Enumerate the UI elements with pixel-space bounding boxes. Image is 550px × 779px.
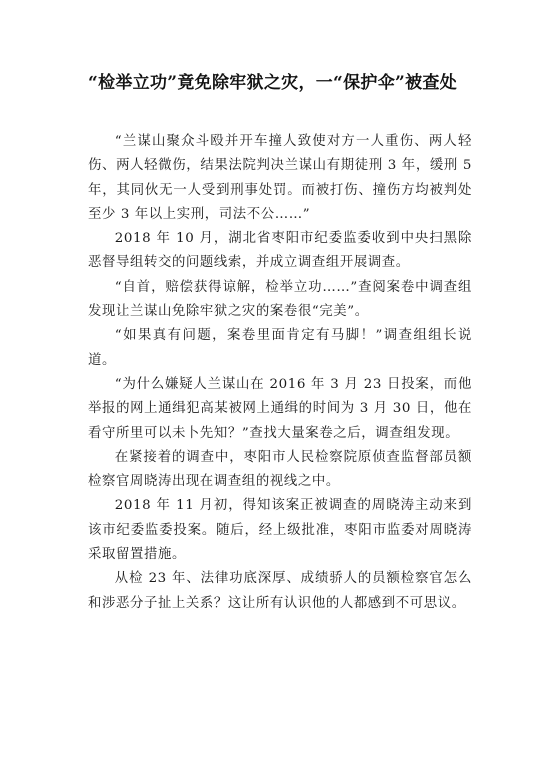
paragraph: 从检 23 年、法律功底深厚、成绩骄人的员额检察官怎么和涉恶分子扯上关系？这让所有认识他的人都感到不可思议。: [88, 571, 472, 611]
paragraph: “为什么嫌疑人兰谋山在 2016 年 3 月 23 日投案，而他举报的网上通缉犯高某被网上通缉的时间为 3 月 30 日，他在看守所里可以未卜先知？”查找大量案卷之后，调查组发现。: [88, 376, 472, 441]
paragraph: “自首，赔偿获得谅解，检举立功……”查阅案卷中调查组发现让兰谋山免除牢狱之灾的案卷很“完美”。: [88, 279, 472, 320]
article-body: [88, 130, 472, 616]
paragraph: 2018 年 10 月，湖北省枣阳市纪委监委收到中央扫黑除恶督导组转交的问题线索，并成立调查组开展调查。: [88, 231, 472, 271]
paragraph: “兰谋山聚众斗殴并开车撞人致使对方一人重伤、两人轻伤、两人轻微伤，结果法院判决兰谋山有期徒刑 3 年，缓刑 5 年，其同伙无一人受到刑事处罚。而被打伤、撞伤方均被判处至少 3 年以上实刑，司法不公……”: [88, 134, 472, 222]
paragraph: 在紧接着的调查中，枣阳市人民检察院原侦查监督部员额检察官周晓涛出现在调查组的视线之中。: [88, 449, 472, 490]
article-title: “检举立功”竟免除牢狱之灾，一“保护伞”被查处: [88, 73, 458, 93]
paragraph: “如果真有问题，案卷里面肯定有马脚！”调查组组长说道。: [88, 328, 472, 368]
paragraph: 2018 年 11 月初，得知该案正被调查的周晓涛主动来到该市纪委监委投案。随后，经上级批准，枣阳市监委对周晓涛采取留置措施。: [88, 498, 472, 563]
